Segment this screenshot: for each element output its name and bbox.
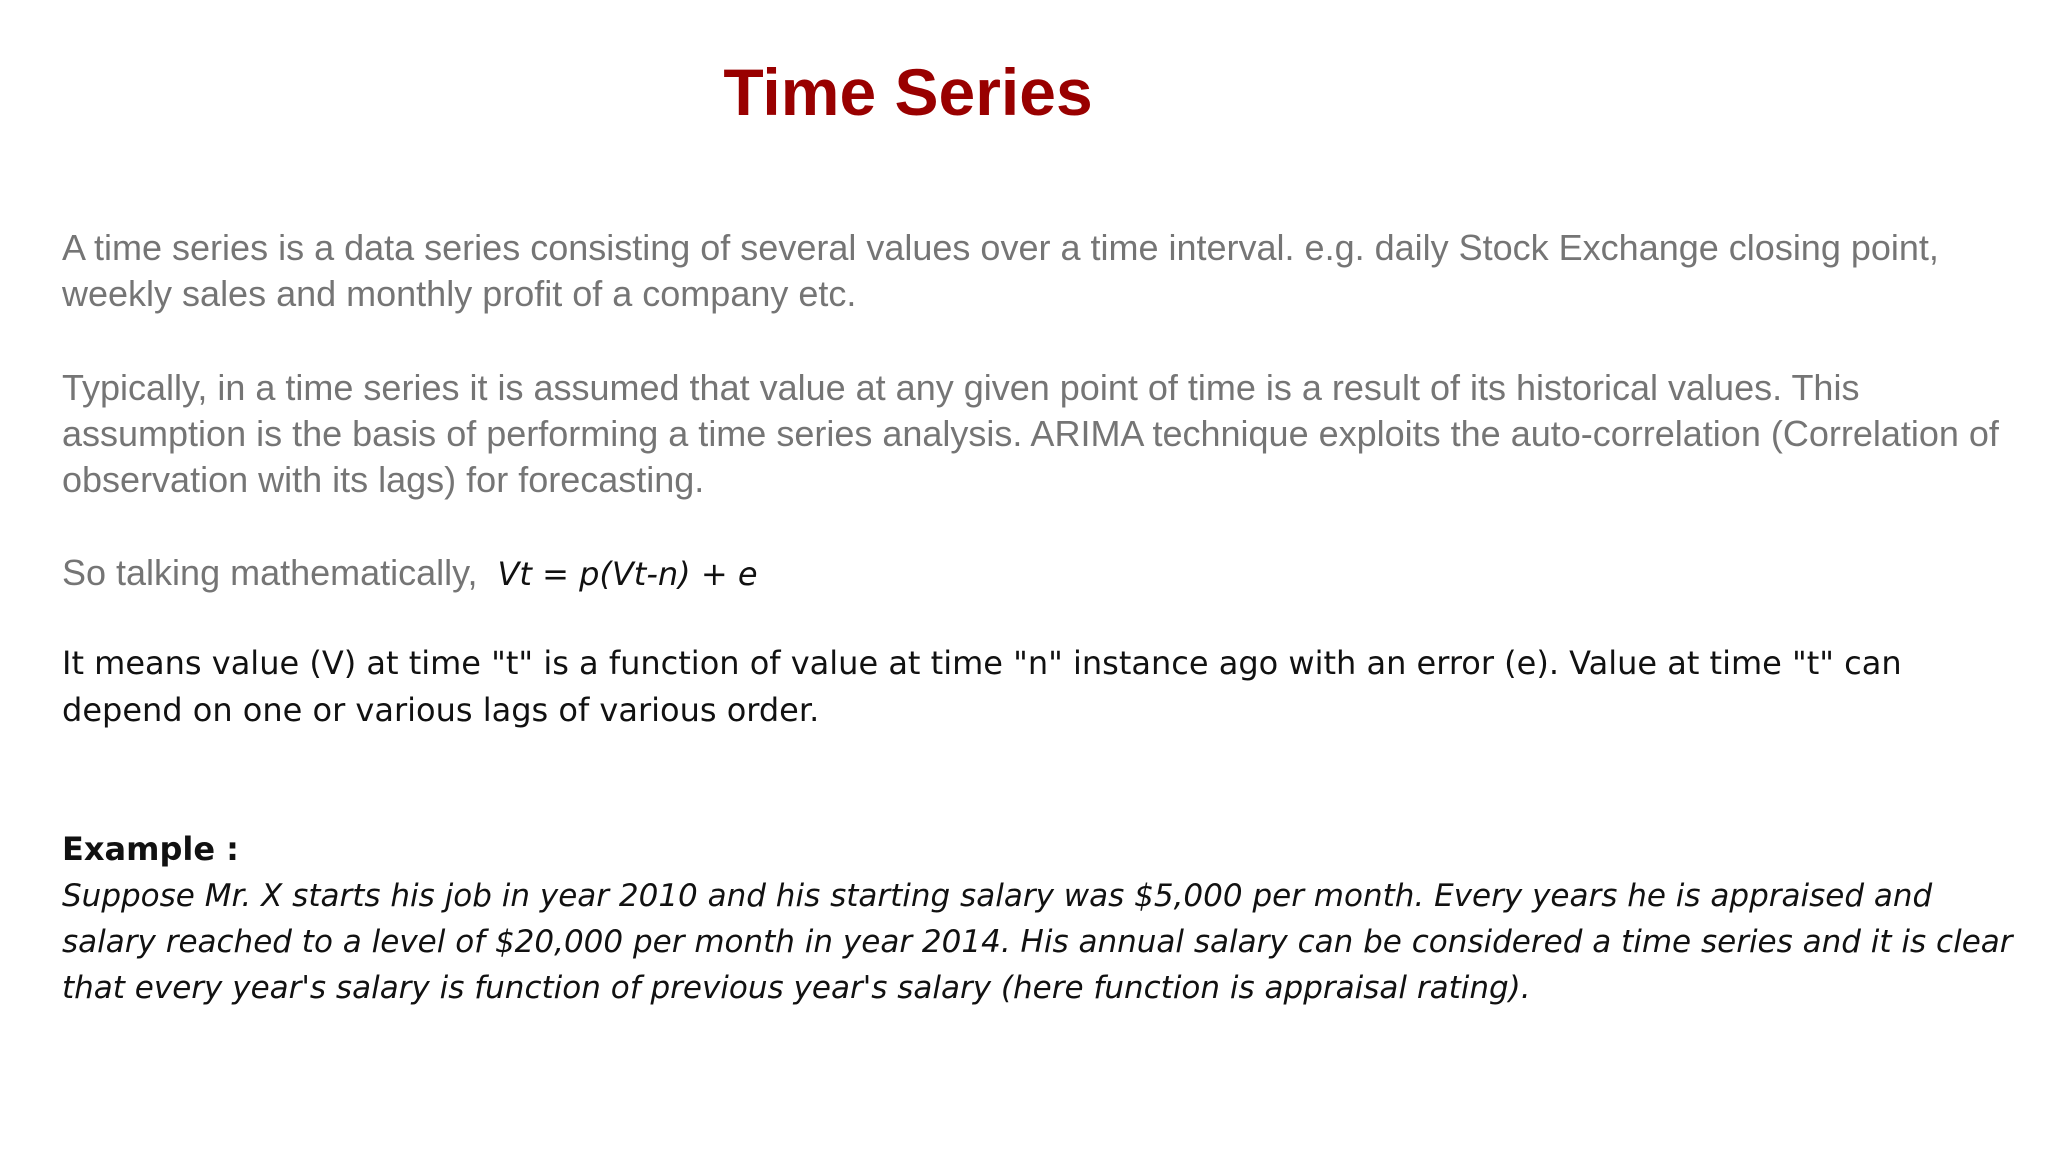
example-heading: Example :	[62, 830, 239, 868]
example-text: Suppose Mr. X starts his job in year 2010 and his starting salary was $5,000 per month. Every years he is appraised and salary reached to a level of $20,000 per month in year 2014. His annual salary can be considered a time series and it is clear that every year's salary is function of previous year's salary (here function is appraisal rating).	[62, 878, 2013, 1006]
definition-paragraph: A time series is a data series consisting of several values over a time interval. e.g. daily Stock Exchange closing point, weekly sales and monthly profit of a company etc.	[62, 227, 1939, 314]
explanation-paragraph: It means value (V) at time "t" is a function of value at time "n" instance ago with an error (e). Value at time "t" can depend on one or various lags of various order.	[62, 644, 1902, 729]
math-lead-text: So talking mathematically,	[62, 552, 478, 593]
slide-title: Time Series	[723, 55, 1093, 129]
assumption-paragraph: Typically, in a time series it is assumed that value at any given point of time is a result of its historical values. This assumption is the basis of performing a time series analysis. ARIMA technique exploits the auto-correlation (Correlation of observation with its lags) for forecasting.	[62, 367, 1999, 500]
math-paragraph	[62, 550, 2022, 597]
formula: Vt = p(Vt-n) + e	[497, 555, 758, 593]
